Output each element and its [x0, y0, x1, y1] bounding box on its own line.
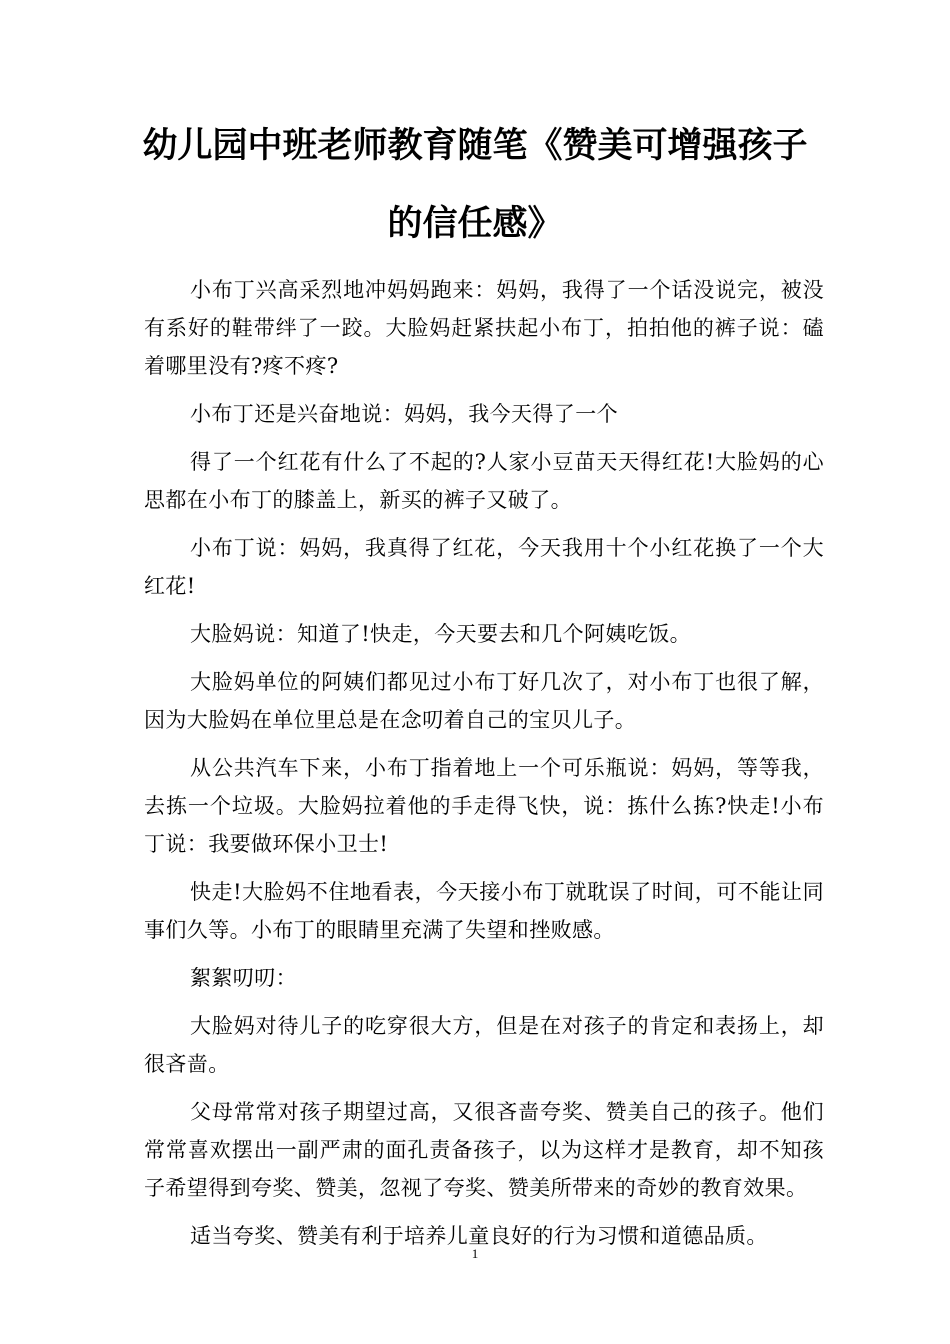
paragraph: 父母常常对孩子期望过高，又很吝啬夸奖、赞美自己的孩子。他们常常喜欢摆出一副严肃的面孔责备孩子，以为这样才是教育，却不知孩子希望得到夸奖、赞美，忽视了夸奖、赞美所带来的奇妙的教育效果。: [144, 1100, 824, 1200]
document-title-line-1: 幼儿园中班老师教育随笔《赞美可增强孩子: [142, 126, 808, 166]
paragraph: 小布丁说：妈妈，我真得了红花，今天我用十个小红花换了一个大红花!: [144, 536, 824, 598]
paragraph: 大脸妈单位的阿姨们都见过小布丁好几次了，对小布丁也很了解，因为大脸妈在单位里总是在念叨着自己的宝贝儿子。: [144, 670, 824, 732]
paragraph: 絮絮叨叨：: [190, 966, 297, 990]
paragraph: 小布丁还是兴奋地说：妈妈，我今天得了一个: [190, 402, 618, 426]
paragraph: 大脸妈对待儿子的吃穿很大方，但是在对孩子的肯定和表扬上，却很吝啬。: [144, 1014, 824, 1076]
paragraph: 从公共汽车下来，小布丁指着地上一个可乐瓶说：妈妈，等等我，去拣一个垃圾。大脸妈拉着他的手走得飞快，说：拣什么拣?快走!小布丁说：我要做环保小卫士!: [144, 756, 824, 856]
paragraph: 适当夸奖、赞美有利于培养儿童良好的行为习惯和道德品质。: [190, 1224, 768, 1248]
paragraph: 小布丁兴高采烈地冲妈妈跑来：妈妈，我得了一个话没说完，被没有系好的鞋带绊了一跤。大脸妈赶紧扶起小布丁，拍拍他的裤子说：磕着哪里没有?疼不疼?: [144, 278, 824, 378]
document-body: [144, 271, 824, 1265]
paragraph: 得了一个红花有什么了不起的?人家小豆苗天天得红花!大脸妈的心思都在小布丁的膝盖上，新买的裤子又破了。: [144, 450, 824, 512]
page-number: 1: [471, 1246, 479, 1261]
paragraph: 快走!大脸妈不住地看表，今天接小布丁就耽误了时间，可不能让同事们久等。小布丁的眼睛里充满了失望和挫败感。: [144, 880, 824, 942]
paragraph: 大脸妈说：知道了!快走，今天要去和几个阿姨吃饭。: [190, 622, 692, 646]
document-title-line-2: 的信任感》: [387, 204, 563, 244]
